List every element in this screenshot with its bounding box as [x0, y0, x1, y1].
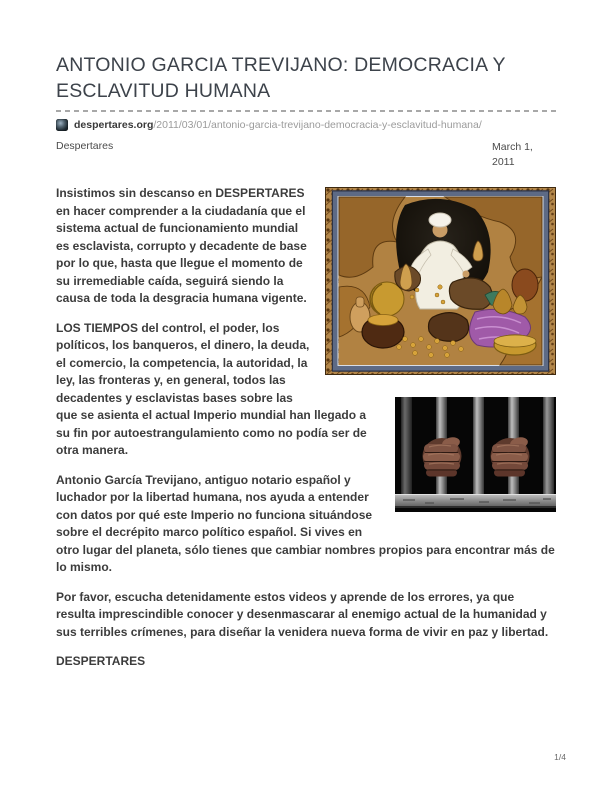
page-title: ANTONIO GARCIA TREVIJANO: DEMOCRACIA Y ESCLAVITUD HUMANA — [56, 54, 506, 102]
article-body — [56, 185, 556, 671]
page-number: 1/4 — [554, 752, 566, 762]
publish-date: March 1, 2011 — [492, 141, 533, 168]
site-favicon-icon — [56, 119, 68, 131]
source-url-link[interactable] — [74, 119, 482, 131]
dashed-divider — [56, 110, 556, 112]
prison-bars-image — [395, 397, 556, 512]
source-domain: despertares.org — [74, 119, 154, 131]
source-path: /2011/03/01/antonio-garcia-trevijano-democracia-y-esclavitud-humana/ — [153, 119, 482, 131]
article-paragraph-3: Antonio García Trevijano, antiguo notario español y luchador por la libertad humana, nos ayuda a entender con datos por qué este Imperio no funciona situándose sobre el decrépito marco político español. Si vives en otro lugar del planeta, sólo tienes que cambiar nombres propios para encontrar más de lo mismo. — [56, 472, 555, 574]
article-paragraph-4: Por favor, escucha detenidamente estos videos y aprende de los errores, ya que resulta imprescindible conocer y desenmascarar al enemigo actual de la humanidad y sus terribles crímenes, para diseñar la venidera nueva forma de vivir en paz y libertad. — [56, 589, 549, 639]
article-paragraph-2: LOS TIEMPOS del control, el poder, los políticos, los banqueros, el dinero, la deuda, el comercio, la competencia, la autoridad, la ley, las fronteras y, en general, todos las decadentes y esclavistas bases sobre las que se asienta el actual Imperio mundial han llegado a su fin por autoestrangulamiento como no podía ser de otra manera. — [56, 320, 367, 457]
byline: Despertares — [56, 140, 114, 152]
miniature-painting-image — [325, 187, 556, 375]
meta-row — [56, 140, 556, 170]
article-paragraph-1: Insistimos sin descanso en DESPERTARES en hacer comprender a la ciudadanía que el sistema actual de funcionamiento mundial es esclavista, corrupto y decadente de base por lo que, hasta que llegue el momento de su irremediable caída, seguirá siendo la causa de toda la desgracia humana vigente. — [56, 186, 307, 305]
source-row — [56, 119, 556, 131]
article-signature: DESPERTARES — [56, 654, 146, 668]
